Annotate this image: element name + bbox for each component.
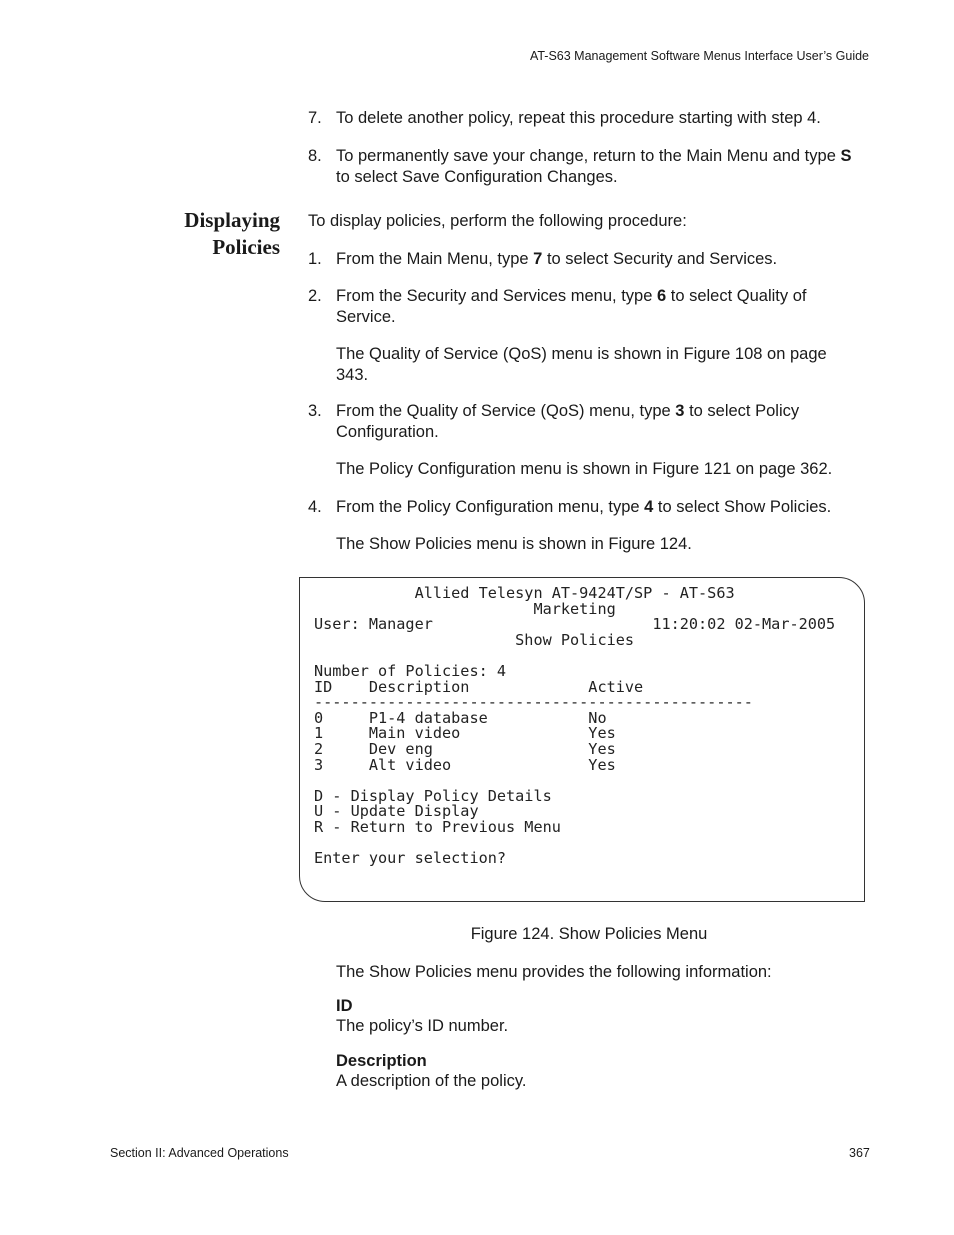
terminal-line: D - Display Policy Details: [314, 786, 552, 805]
terminal-line: 2 Dev eng Yes: [314, 739, 616, 758]
term-id-desc: The policy’s ID number.: [336, 1017, 509, 1035]
terminal-line: User: Manager 11:20:02 02-Mar-2005: [314, 615, 836, 634]
page-number: 367: [849, 1146, 870, 1160]
step-number: 2.: [308, 287, 322, 305]
step-text: From the Policy Configuration menu, type 4 to select Show Policies.: [336, 498, 832, 516]
step-note: The Show Policies menu is shown in Figure 124.: [336, 535, 692, 553]
terminal-line: Number of Policies: 4: [314, 661, 507, 680]
key-label: 6: [656, 287, 667, 305]
key-label: S: [840, 147, 852, 165]
key-label: 4: [644, 498, 654, 516]
section-intro: To display policies, perform the following procedure:: [308, 212, 687, 230]
figure-caption: Figure 124. Show Policies Menu: [470, 925, 708, 943]
step-note: The Policy Configuration menu is shown in Figure 121 on page 362.: [336, 460, 833, 478]
term-id: ID: [336, 997, 353, 1015]
step-number: 3.: [308, 402, 322, 420]
terminal-line: Enter your selection?: [314, 849, 507, 868]
terminal-line: Marketing: [314, 599, 616, 618]
terminal-line: 3 Alt video Yes: [314, 755, 616, 774]
step-number: 8.: [308, 147, 322, 165]
terminal-line: Show Policies: [314, 630, 635, 649]
step-note: The Quality of Service (QoS) menu is shown in Figure 108 on page 343.: [336, 345, 827, 384]
terminal-line: 0 P1-4 database No: [314, 708, 607, 727]
terminal-line: U - Update Display: [314, 802, 479, 821]
running-header: AT-S63 Management Software Menus Interface User’s Guide: [529, 49, 869, 63]
step-number: 4.: [308, 498, 322, 516]
step-number: 1.: [308, 250, 322, 268]
section-heading: Displaying Policies: [184, 208, 280, 259]
terminal-line: ------------------------------------------------: [314, 693, 753, 712]
key-label: 3: [675, 402, 685, 420]
terminal-line: Allied Telesyn AT-9424T/SP - AT-S63: [314, 584, 735, 602]
footer-section: Section II: Advanced Operations: [110, 1146, 289, 1160]
terminal-line: R - Return to Previous Menu: [314, 817, 561, 836]
step-text: From the Quality of Service (QoS) menu, type 3 to select Policy Configuration.: [336, 402, 800, 441]
terminal-line: ID Description Active: [314, 677, 644, 696]
key-label: 7: [533, 250, 543, 268]
terminal-screen-figure: [299, 577, 865, 902]
terminal-text: [314, 586, 835, 867]
info-intro: The Show Policies menu provides the following information:: [336, 963, 772, 981]
terminal-line: 1 Main video Yes: [314, 724, 616, 743]
term-description: Description: [336, 1052, 427, 1070]
term-description-desc: A description of the policy.: [336, 1072, 527, 1090]
step-text: To permanently save your change, return to the Main Menu and type S to select Save Configuration Changes.: [336, 147, 852, 186]
step-text: From the Main Menu, type 7 to select Security and Services.: [336, 250, 778, 268]
step-text: To delete another policy, repeat this procedure starting with step 4.: [336, 109, 821, 127]
step-number: 7.: [308, 109, 322, 127]
step-text: From the Security and Services menu, type 6 to select Quality of Service.: [336, 287, 807, 326]
